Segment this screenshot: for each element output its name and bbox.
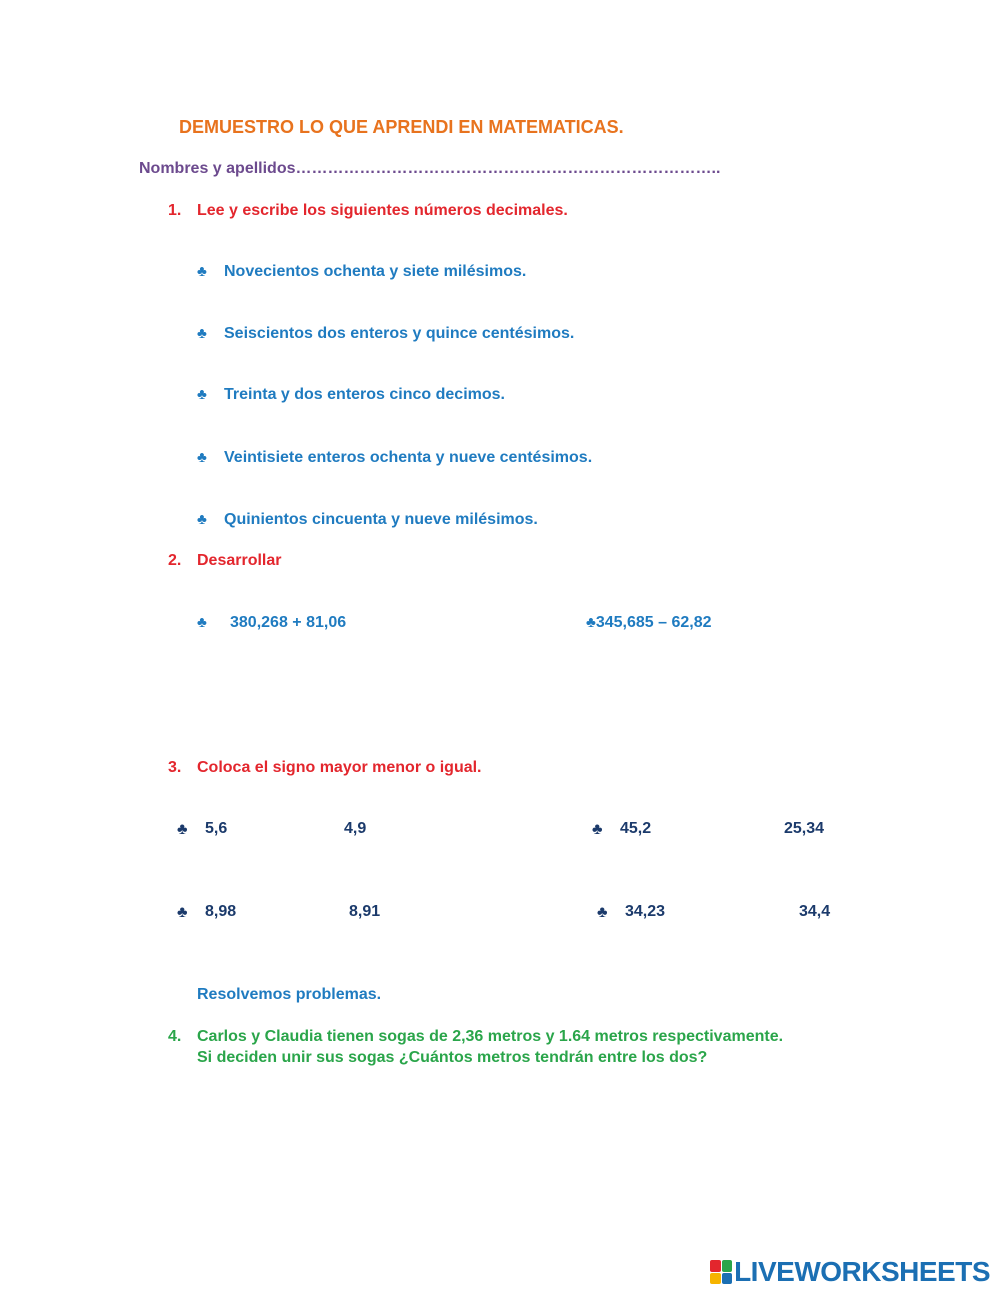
operation-left-text: 380,268 + 81,06 [230, 614, 347, 631]
section-3-number: 3. [168, 759, 182, 776]
club-icon: ♣ [197, 449, 207, 466]
list-item-text: Novecientos ochenta y siete milésimos. [224, 263, 527, 280]
liveworksheets-logo [710, 1256, 990, 1288]
section-1-title: Lee y escribe los siguientes números decimales. [197, 202, 568, 219]
section-4-problem [168, 1026, 783, 1068]
section-2-title: Desarrollar [197, 552, 282, 569]
logo-text: LIVEWORKSHEETS [734, 1256, 990, 1287]
compare-value-a: 5,6 [205, 820, 228, 837]
problems-heading: Resolvemos problemas. [197, 986, 382, 1003]
club-icon: ♣ [197, 325, 207, 342]
club-icon: ♣ [177, 821, 188, 838]
list-item [197, 386, 505, 404]
list-item-text: Veintisiete enteros ochenta y nueve centésimos. [224, 449, 593, 466]
compare-value-a: 8,98 [205, 903, 237, 920]
club-icon: ♣ [197, 511, 207, 528]
club-icon: ♣ [177, 904, 188, 921]
section-3-heading [168, 759, 482, 777]
compare-value-b: 25,34 [784, 820, 825, 837]
list-item [197, 263, 526, 281]
compare-value-b: 8,91 [349, 903, 381, 920]
club-icon: ♣ [197, 386, 207, 403]
club-icon: ♣ [197, 263, 207, 280]
problem-text [197, 1026, 783, 1068]
section-2-heading [168, 552, 282, 570]
operation-right [586, 614, 712, 632]
logo-square [710, 1260, 721, 1272]
list-item [197, 511, 538, 529]
compare-value-a: 34,23 [625, 903, 666, 920]
list-item [197, 449, 592, 467]
logo-square [722, 1260, 733, 1272]
list-item-text: Treinta y dos enteros cinco decimos. [224, 386, 505, 403]
logo-square [722, 1273, 733, 1285]
compare-value-b: 4,9 [344, 820, 367, 837]
section-1-number: 1. [168, 202, 182, 219]
operation-left [197, 614, 346, 632]
compare-value-a: 45,2 [620, 820, 652, 837]
operation-right-text: 345,685 – 62,82 [595, 614, 712, 631]
club-icon: ♣ [597, 904, 608, 921]
club-icon: ♣ [592, 821, 603, 838]
list-item-text: Quinientos cincuenta y nueve milésimos. [224, 511, 538, 528]
list-item-text: Seiscientos dos enteros y quince centésimos. [224, 325, 575, 342]
club-icon: ♣ [586, 614, 596, 631]
problem-line-1: Carlos y Claudia tienen sogas de 2,36 metros y 1.64 metros respectivamente. [197, 1028, 784, 1045]
logo-square [710, 1273, 721, 1285]
compare-value-b: 34,4 [799, 903, 831, 920]
name-field-line: Nombres y apellidos…………………………………………………………………….. [139, 160, 721, 177]
section-2-number: 2. [168, 552, 182, 569]
club-icon: ♣ [197, 614, 207, 631]
list-item [197, 325, 574, 343]
problem-line-2: Si deciden unir sus sogas ¿Cuántos metros tendrán entre los dos? [197, 1049, 708, 1066]
section-4-number: 4. [168, 1028, 182, 1045]
logo-mark-icon [710, 1260, 732, 1284]
section-3-title: Coloca el signo mayor menor o igual. [197, 759, 482, 776]
page-title: DEMUESTRO LO QUE APRENDI EN MATEMATICAS. [179, 117, 624, 137]
section-1-heading [168, 202, 568, 220]
